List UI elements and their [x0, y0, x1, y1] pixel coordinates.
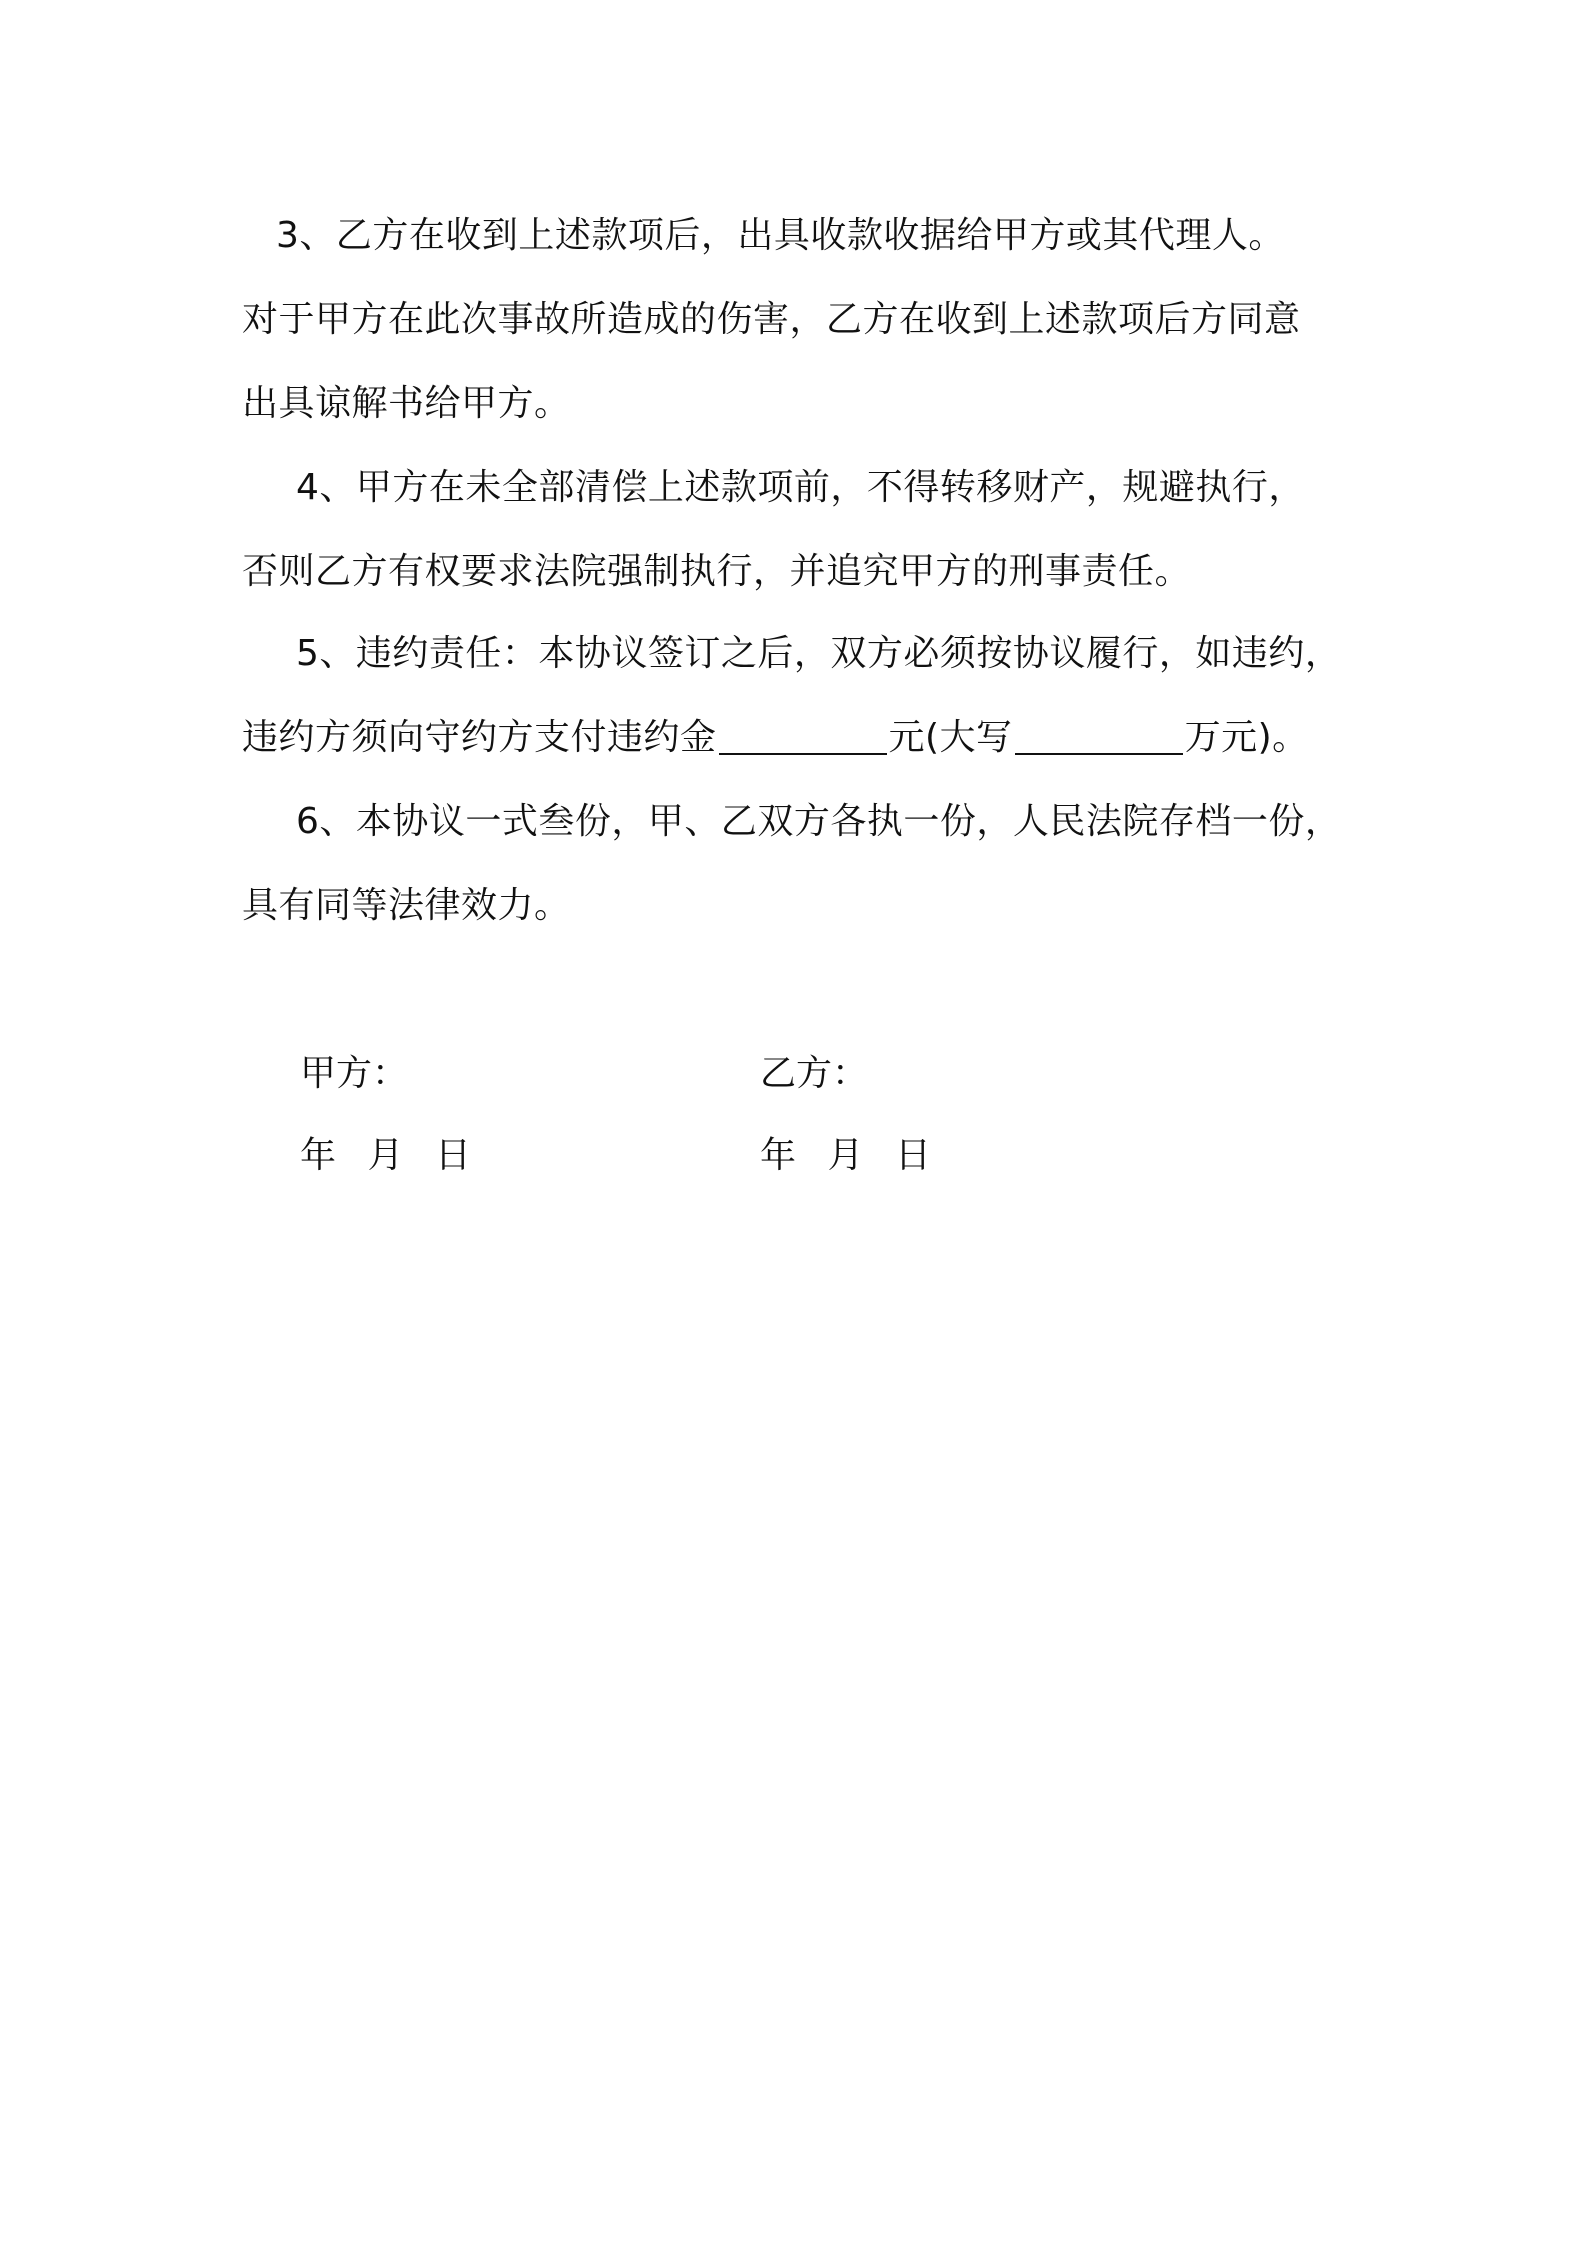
- day-label: 日: [894, 1135, 931, 1176]
- clause-3-line-1: 3、乙方在收到上述款项后，出具收款收据给甲方或其代理人。: [276, 215, 1285, 256]
- clause-6-line-2: 具有同等法律效力。: [242, 885, 571, 926]
- clause-3-line-2: 对于甲方在此次事故所造成的伤害，乙方在收到上述款项后方同意: [242, 299, 1301, 340]
- penalty-unit-text: 万元)。: [1184, 717, 1309, 758]
- penalty-amount-blank: [719, 717, 887, 755]
- clause-3-line-3: 出具谅解书给甲方。: [242, 383, 571, 424]
- penalty-capital-blank: [1015, 717, 1183, 755]
- penalty-capital-text: 元(大写: [888, 717, 1013, 758]
- party-b-signature-label: 乙方：: [760, 1053, 869, 1094]
- party-a-signature-label: 甲方：: [300, 1053, 409, 1094]
- year-label: 年: [300, 1135, 337, 1176]
- month-label: 月: [367, 1135, 404, 1176]
- year-label: 年: [760, 1135, 797, 1176]
- clause-5-line-2: [242, 714, 1309, 762]
- clause-5-line-1: 5、违约责任：本协议签订之后，双方必须按协议履行，如违约，: [296, 633, 1342, 674]
- day-label: 日: [434, 1135, 471, 1176]
- clause-6-line-1: 6、本协议一式叁份，甲、乙双方各执一份，人民法院存档一份，: [296, 801, 1342, 842]
- party-b-date: [760, 1132, 931, 1180]
- clause-4-line-2: 否则乙方有权要求法院强制执行，并追究甲方的刑事责任。: [242, 551, 1192, 592]
- party-a-date: [300, 1132, 471, 1180]
- penalty-text: 违约方须向守约方支付违约金: [242, 717, 717, 758]
- clause-4-line-1: 4、甲方在未全部清偿上述款项前，不得转移财产，规避执行，: [296, 467, 1305, 508]
- month-label: 月: [827, 1135, 864, 1176]
